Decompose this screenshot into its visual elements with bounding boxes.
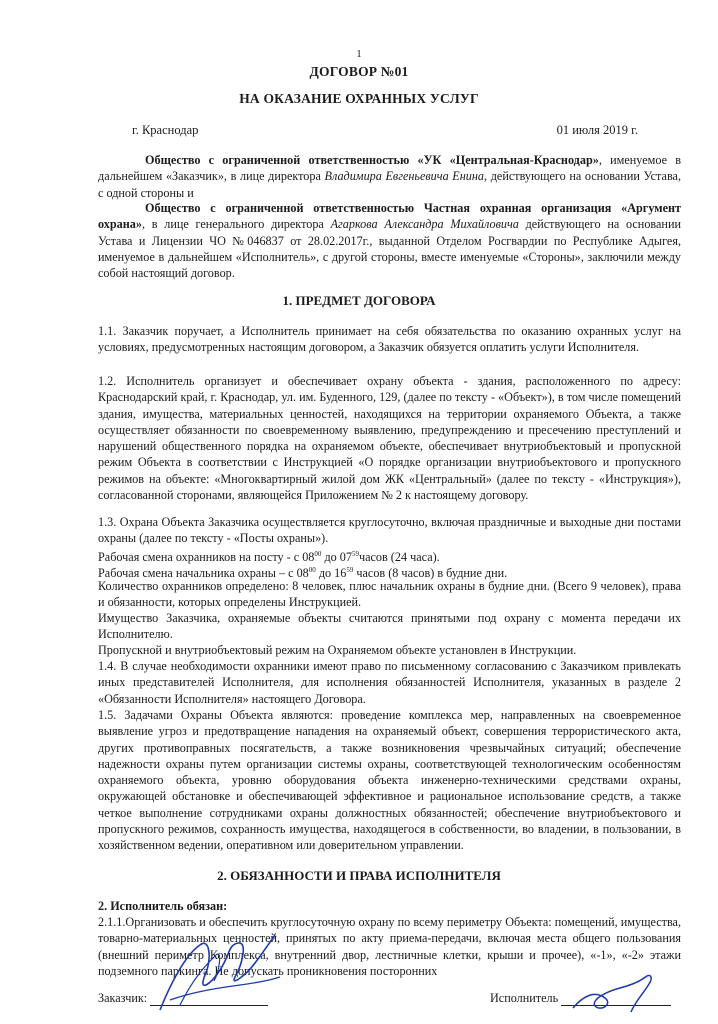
chief-shift-c: часов (8 часов) в будние дни. (353, 566, 508, 580)
section-2-heading: 2. Исполнитель обязан: (98, 899, 228, 913)
contract-title: ДОГОВОР №01 (309, 64, 409, 79)
guard-shift-c: часов (24 часа). (358, 550, 440, 564)
executor-signature-scribble (565, 968, 665, 1018)
place-date-row (132, 123, 638, 138)
customer-director: Владимира Евгеньевича Енина (324, 169, 485, 184)
clause-1-2: 1.2. Исполнитель организует и обеспечивает охрану объекта - здания, расположенного по адресу: Краснодарский край, г. Краснодар, ул. им. Буденного, 129, (далее по тексту - «Объект»), в том числе помещений здания, имущества, материальных ценностей, находящихся на территории охраняемого Объекта, а также осуществляет обязанности по своевременному выявлению, предупреждению и пресечению преступлений и нарушений общественного порядка на охраняемом объекте, обеспечивает внутриобъектовый и пропускной режим Объекта в соответствии с Инструкцией «О порядке организации внутриобъектового и пропускного режимов на объекте: «Многоквартирный жилой дом ЖК «Центральный» (далее по тексту - «Инструкция»), согласованной сторонами, являющейся Приложением № 2 к настоящему договору. (98, 374, 681, 503)
customer-org: Общество с ограниченной ответственностью «УК «Центральная-Краснодар» (145, 153, 599, 167)
chief-shift-sup1: 00 (308, 566, 316, 574)
clause-2-1-1: 2.1.1.Организовать и обеспечить круглосуточную охрану по всему периметру Объекта: помещений, имущества, товарно-материальных ценностей, принятых по акту приема-передачи, включая места общего пользования (внешний периметр Комплекса, внутренний двор, лестничные клетки, крыши и прочее), «-1», «-2» этажи подземного паркинга. Не допускать проникновения посторонних (98, 915, 681, 978)
guards-count: Количество охранников определено: 8 человек, плюс начальник охраны в будние дни. (Всего 9 человек), права и обязанности, которых определены Инструкцией. (98, 579, 681, 610)
guard-shift-a: Рабочая смена охранников на посту - с 08 (98, 550, 315, 564)
customer-text-b: , действующего на основании Устава, с одной стороны и (98, 169, 681, 200)
clause-1-4: 1.4. В случае необходимости охранники имеют право по письменному согласованию с Заказчиком привлекать иных представителей Исполнителя, для исполнения обязанностей Исполнителя, указанных в разделе 2 «Обязанности Исполнителя» настоящего Договора. (98, 659, 681, 706)
property-acceptance: Имущество Заказчика, охраняемые объекты считаются принятыми под охрану с момента передачи их Исполнителю. (98, 611, 681, 642)
party-executor (98, 200, 681, 281)
section-2-title: 2. ОБЯЗАННОСТИ И ПРАВА ИСПОЛНИТЕЛЯ (217, 868, 501, 883)
city: г. Краснодар (132, 123, 199, 137)
clause-1-1: 1.1. Заказчик поручает, а Исполнитель принимает на себя обязательства по оказанию охранных услуг на условиях, предусмотренных настоящим договором, а Заказчик обязуется оплатить услуги Исполнителя. (98, 324, 681, 355)
chief-shift-b: до 16 (315, 566, 347, 580)
chief-shift-sup2: 59 (346, 566, 354, 574)
regime-note: Пропускной и внутриобъектовый режим на Охраняемом объекте установлен в Инструкции. (98, 643, 577, 657)
executor-director: Агаркова Александра Михайловича (330, 217, 519, 232)
executor-org: Общество с ограниченной ответственностью Частная охранная организация «Аргумент охрана» (98, 201, 681, 232)
customer-signature-label: Заказчик: (98, 991, 148, 1005)
contract-date: 01 июля 2019 г. (556, 123, 638, 137)
customer-text-a: , именуемое в дальнейшем «Заказчик», в лице директора (98, 153, 681, 184)
chief-shift-a: Рабочая смена начальника охраны – с 08 (98, 566, 309, 580)
contract-subtitle: НА ОКАЗАНИЕ ОХРАННЫХ УСЛУГ (239, 91, 479, 106)
party-customer (98, 152, 681, 201)
clause-1-3: 1.3. Охрана Объекта Заказчика осуществляется круглосуточно, включая праздничные и выходные дни постами охраны (далее по тексту - «Посты охраны»). (98, 515, 681, 546)
page-number: 1 (356, 48, 362, 60)
customer-signature-scribble (150, 915, 290, 1020)
clause-1-5: 1.5. Задачами Охраны Объекта являются: проведение комплекса мер, направленных на своевременное выявление угроз и предотвращение нападения на охраняемый объект, совершения террористического акта, других противоправных посягательств, а также возникновения чрезвычайных ситуаций; обеспечение надежности охраны путем организации системы охраны, соответствующей технологическим особенностям охраняемого объекта, уровню оборудования объекта инженерно-техническими средствами охраны, окружающей обстановке и обеспечивающей эффективное и рациональное использование средств, а также четкое выполнение сотрудниками охраны должностных обязанностей; обеспечение внутриобъектового и пропускного режимов, сохранность имущества, находящегося в собственности, во владении, в пользовании, в хозяйственном ведении, оперативном или доверительном управлении. (98, 708, 681, 853)
executor-signature-label: Исполнитель (490, 991, 559, 1005)
guard-shift-sup2: 59 (351, 550, 359, 558)
executor-text-a: , в лице генерального директора (141, 217, 331, 232)
section-1-title: 1. ПРЕДМЕТ ДОГОВОРА (282, 293, 436, 308)
guard-shift-sup1: 00 (314, 550, 322, 558)
executor-text-b: действующего на основании Устава и Лицензии ЧО №046837 от 28.02.2017г., выданной Отделом Росгвардии по Республике Адыгея, именуемое в дальнейшем «Исполнитель», с другой стороны, вместе именуемые «Стороны», заключили между собой настоящий договор. (98, 217, 681, 281)
guard-shift-b: до 07 (321, 550, 352, 564)
